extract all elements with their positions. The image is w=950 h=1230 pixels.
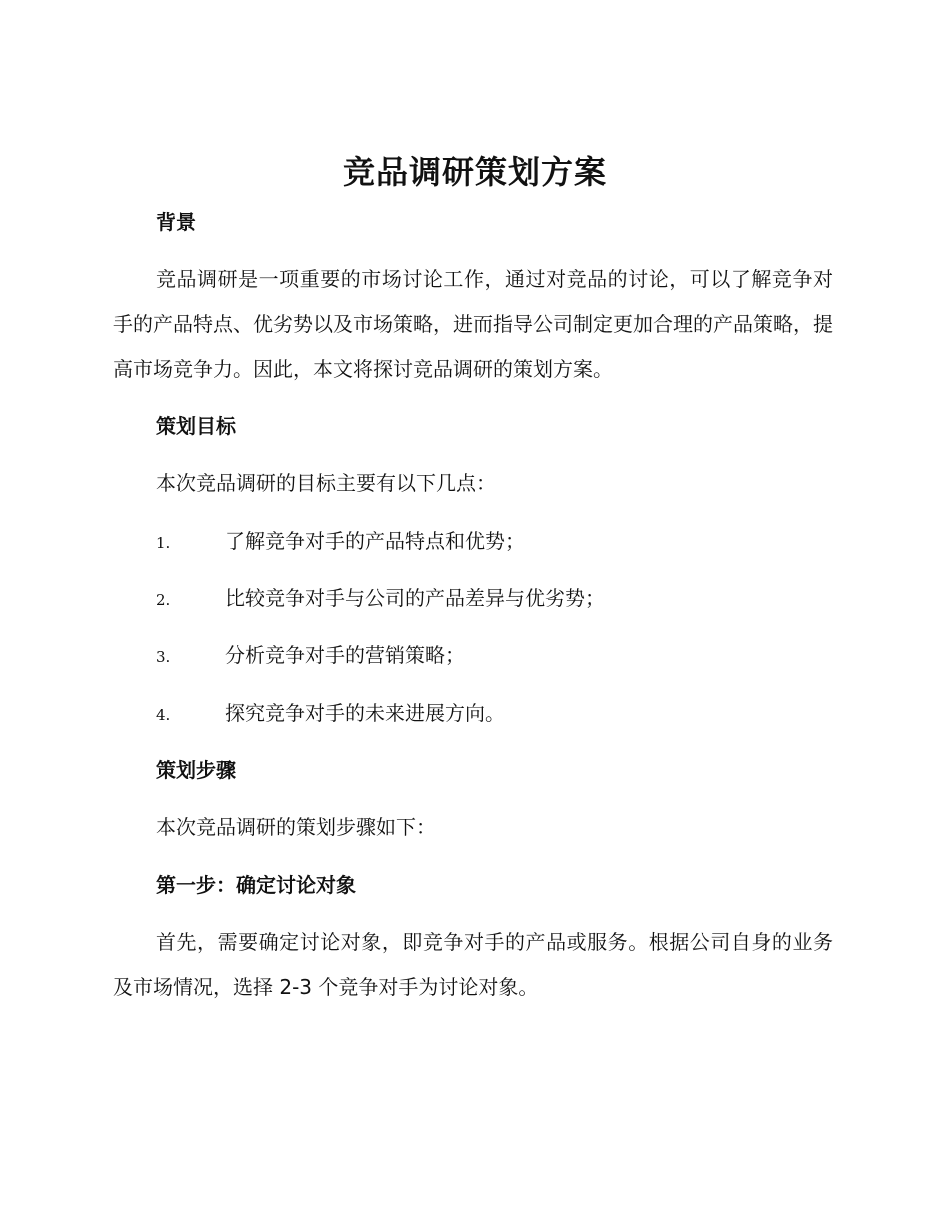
steps-intro: 本次竞品调研的策划步骤如下：	[156, 815, 436, 839]
goal-list-item	[156, 527, 525, 557]
list-text: 了解竞争对手的产品特点和优势；	[225, 529, 525, 553]
section-heading-steps: 策划步骤	[156, 758, 236, 782]
list-number: 2.	[156, 591, 171, 609]
list-text: 分析竞争对手的营销策略；	[225, 643, 465, 667]
list-text: 比较竞争对手与公司的产品差异与优劣势；	[225, 586, 605, 610]
list-number: 4.	[156, 706, 171, 724]
goals-intro: 本次竞品调研的目标主要有以下几点：	[156, 471, 496, 495]
list-number: 1.	[156, 534, 171, 552]
goal-list-item	[156, 699, 505, 729]
step1-paragraph: 首先，需要确定讨论对象，即竞争对手的产品或服务。根据公司自身的业务及市场情况，选择 2-3 个竞争对手为讨论对象。	[113, 930, 833, 999]
section-heading-goals: 策划目标	[156, 414, 236, 438]
list-text: 探究竞争对手的未来进展方向。	[225, 701, 505, 725]
section-heading-background: 背景	[156, 210, 196, 234]
document-title: 竞品调研策划方案	[342, 153, 607, 191]
step1-heading: 第一步：确定讨论对象	[156, 873, 356, 897]
goal-list-item	[156, 584, 605, 614]
goal-list-item	[156, 641, 465, 671]
background-paragraph: 竞品调研是一项重要的市场讨论工作，通过对竞品的讨论，可以了解竞争对手的产品特点、优劣势以及市场策略，进而指导公司制定更加合理的产品策略，提高市场竞争力。因此，本文将探讨竞品调研的策划方案。	[113, 267, 833, 381]
list-number: 3.	[156, 648, 171, 666]
